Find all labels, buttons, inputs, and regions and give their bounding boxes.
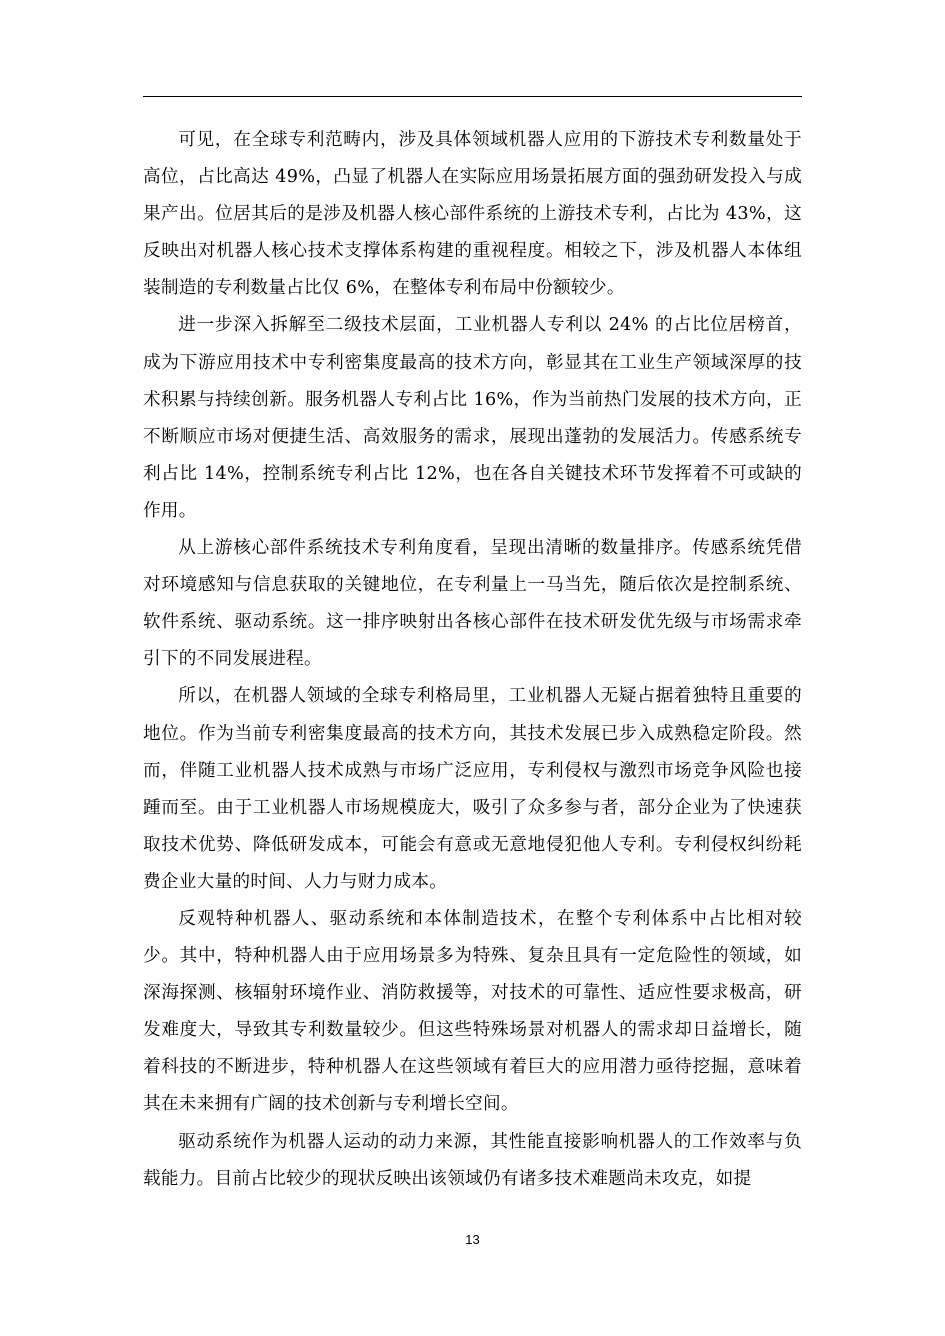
page-number: 13 bbox=[465, 1232, 480, 1247]
paragraph: 反观特种机器人、驱动系统和本体制造技术，在整个专利体系中占比相对较少。其中，特种机器人由于应用场景多为特殊、复杂且具有一定危险性的领域，如深海探测、核辐射环境作业、消防救援等，对技术的可靠性、适应性要求极高，研发难度大，导致其专利数量较少。但这些特殊场景对机器人的需求却日益增长，随着科技的不断进步，特种机器人在这些领域有着巨大的应用潜力亟待挖掘，意味着其在未来拥有广阔的技术创新与专利增长空间。 bbox=[143, 908, 802, 1115]
paragraph: 所以，在机器人领域的全球专利格局里，工业机器人无疑占据着独特且重要的地位。作为当前专利密集度最高的技术方向，其技术发展已步入成熟稳定阶段。然而，伴随工业机器人技术成熟与市场广泛应用，专利侵权与激烈市场竞争风险也接踵而至。由于工业机器人市场规模庞大，吸引了众多参与者，部分企业为了快速获取技术优势、降低研发成本，可能会有意或无意地侵犯他人专利。专利侵权纠纷耗费企业大量的时间、人力与财力成本。 bbox=[143, 686, 802, 892]
header-rule bbox=[143, 96, 802, 97]
paragraph: 进一步深入拆解至二级技术层面，工业机器人专利以 24% 的占比位居榜首，成为下游应用技术中专利密集度最高的技术方向，彰显其在工业生产领域深厚的技术积累与持续创新。服务机器人专利占比 16%，作为当前热门发展的技术方向，正不断顺应市场对便捷生活、高效服务的需求，展现出蓬勃的发展活力。传感系统专利占比 14%，控制系统专利占比 12%，也在各自关键技术环节发挥着不可或缺的作用。 bbox=[143, 315, 802, 521]
paragraph: 可见，在全球专利范畴内，涉及具体领域机器人应用的下游技术专利数量处于高位，占比高达 49%，凸显了机器人在实际应用场景拓展方面的强劲研发投入与成果产出。位居其后的是涉及机器人核心部件系统的上游技术专利，占比为 43%，这反映出对机器人核心技术支撑体系构建的重视程度。相较之下，涉及机器人本体组装制造的专利数量占比仅 6%，在整体专利布局中份额较少。 bbox=[143, 130, 802, 299]
paragraph: 驱动系统作为机器人运动的动力来源，其性能直接影响机器人的工作效率与负载能力。目前占比较少的现状反映出该领域仍有诸多技术难题尚未攻克，如提 bbox=[143, 1131, 802, 1189]
document-body bbox=[143, 122, 802, 1198]
paragraph: 从上游核心部件系统技术专利角度看，呈现出清晰的数量排序。传感系统凭借对环境感知与信息获取的关键地位，在专利量上一马当先，随后依次是控制系统、软件系统、驱动系统。这一排序映射出各核心部件在技术研发优先级与市场需求牵引下的不同发展进程。 bbox=[143, 538, 802, 670]
